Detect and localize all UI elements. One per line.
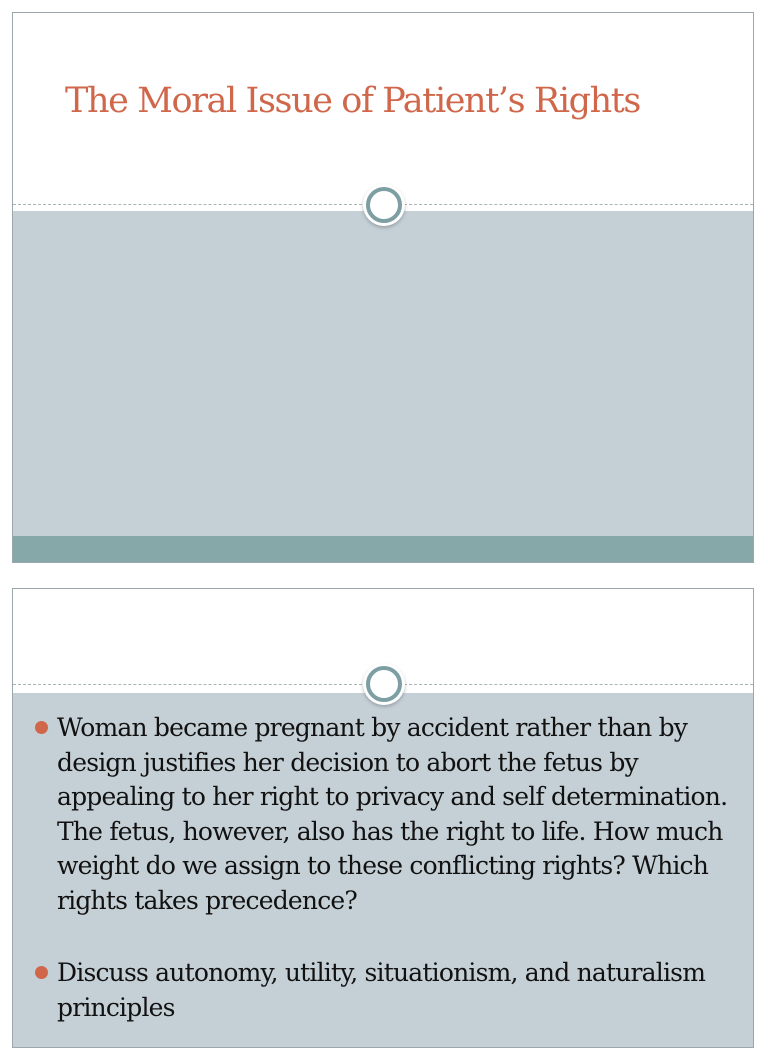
bullet-item xyxy=(35,711,741,918)
bullet-list xyxy=(35,711,741,1048)
bullet-text: Discuss autonomy, utility, situationism, and naturalism principles xyxy=(57,958,706,1022)
slide-footer-band xyxy=(13,536,753,562)
ring-ornament-icon xyxy=(366,187,402,223)
ring-ornament-icon xyxy=(366,666,402,702)
slide-body-panel xyxy=(13,211,753,536)
slide-2 xyxy=(12,588,754,1048)
slide-1 xyxy=(12,12,754,563)
bullet-dot-icon xyxy=(35,966,48,979)
bullet-item xyxy=(35,956,741,1025)
bullet-text: Woman became pregnant by accident rather than by design justifies her decision tο abort the fetus by appealing to her right to privacy and self determination. The fetus, however, also has the right to life. How much weight do we assign to these conflicting rights? Which rights takes precedence? xyxy=(57,713,728,915)
slide-title: The Moral Issue of Patient’s Rights xyxy=(65,81,640,121)
bullet-dot-icon xyxy=(35,721,48,734)
